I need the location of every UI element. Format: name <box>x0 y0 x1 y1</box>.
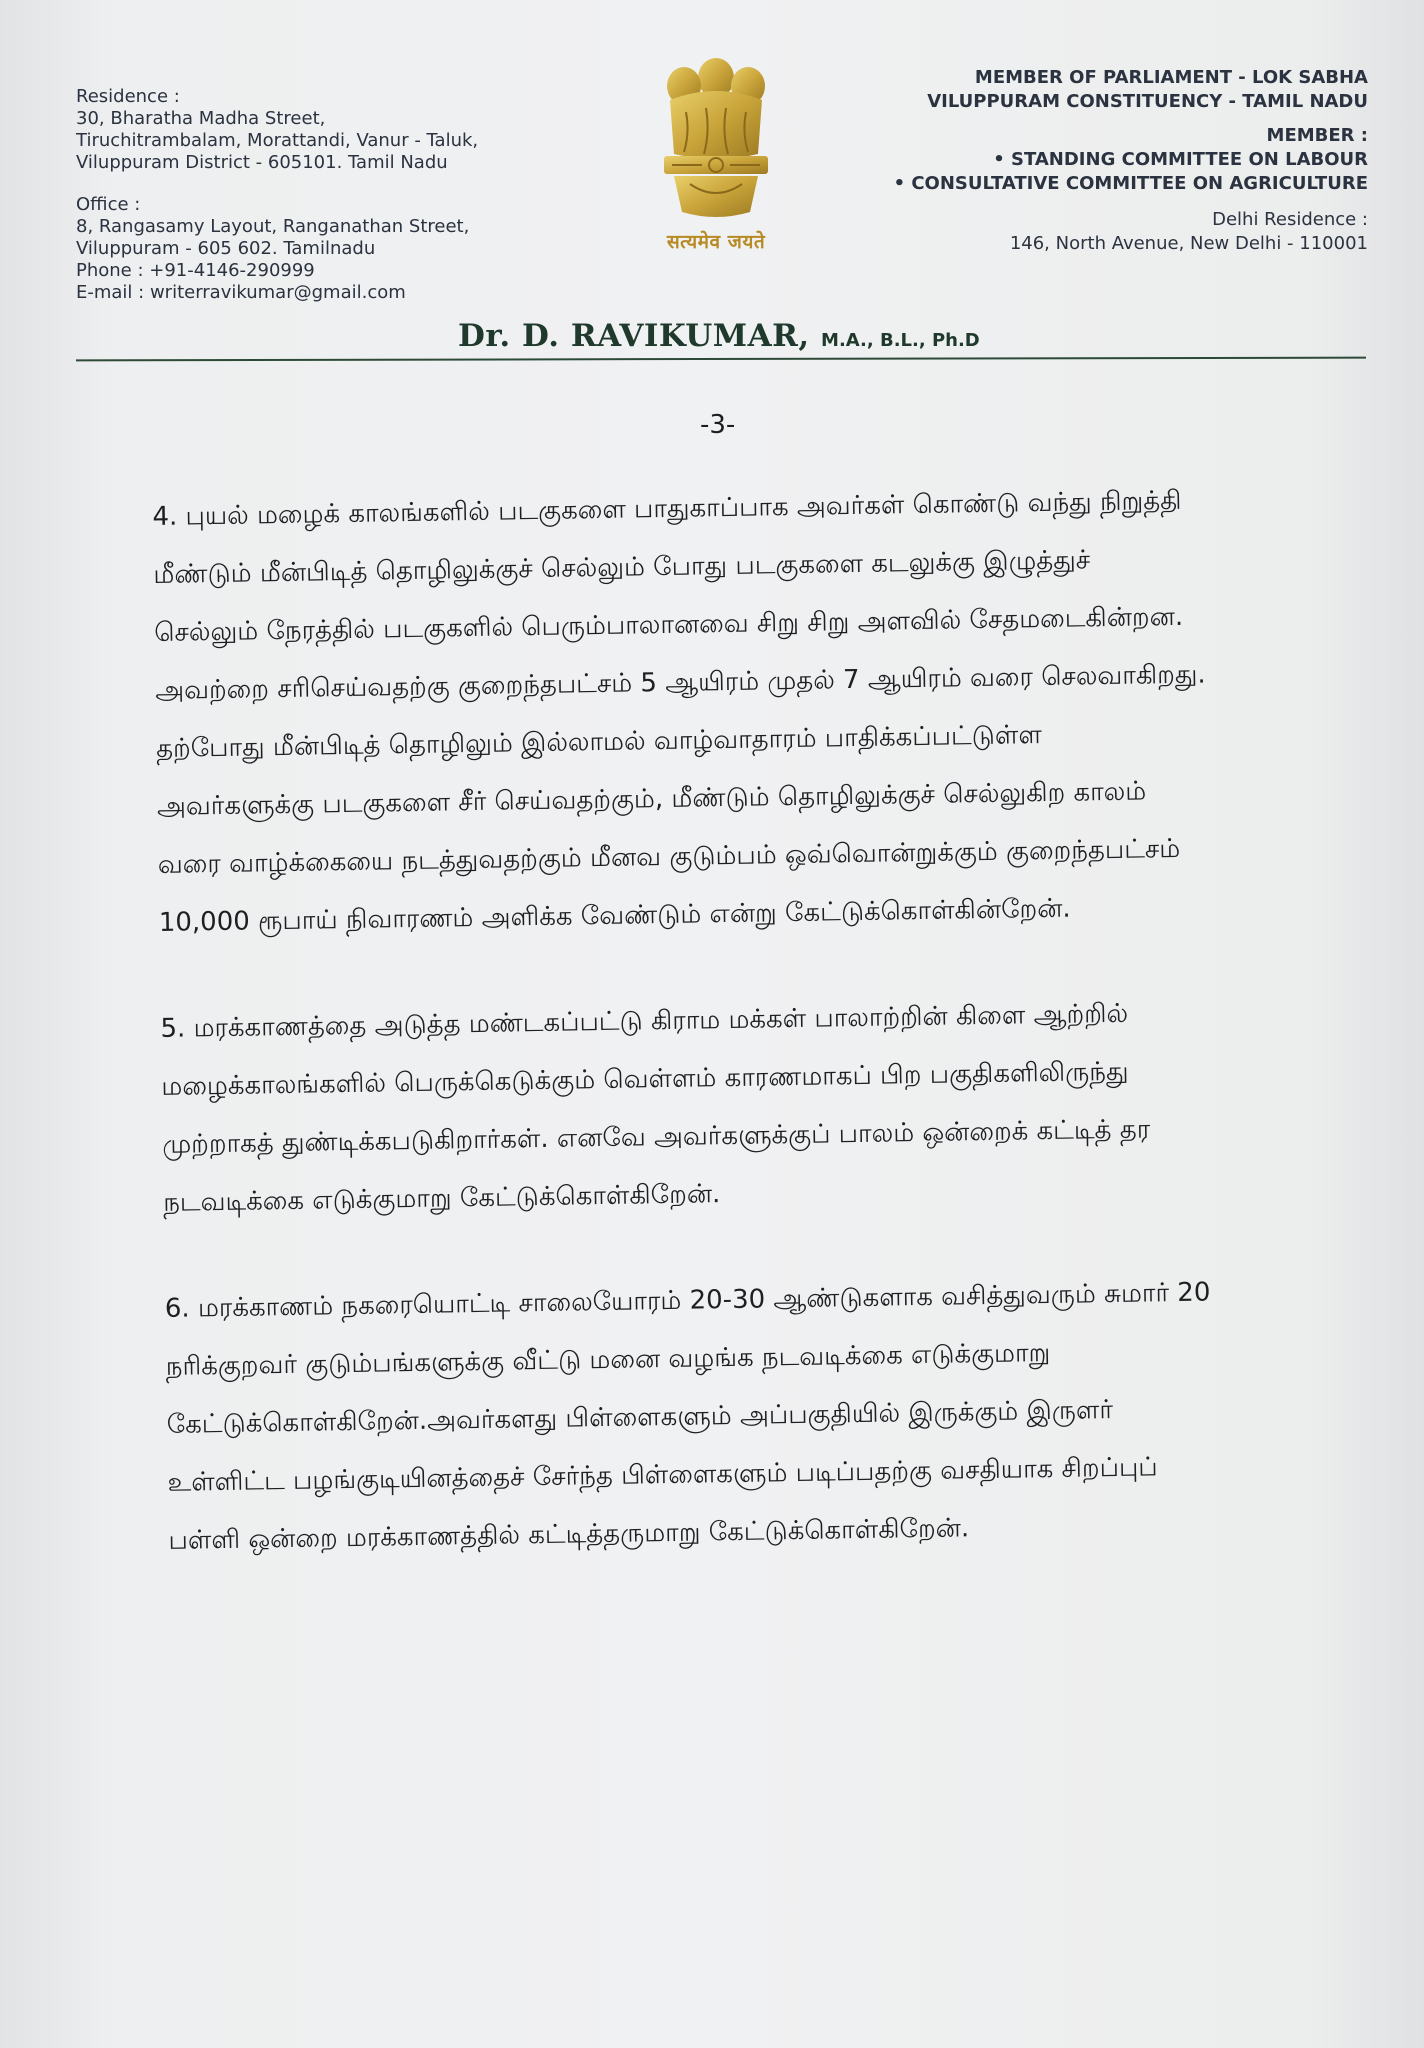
residence-label: Residence : <box>76 86 180 107</box>
designation-line: MEMBER OF PARLIAMENT - LOK SABHA <box>974 67 1368 88</box>
text-line: நரிக்குறவர் குடும்பங்களுக்கு வீட்டு மனை வழங்க நடவடிக்கை எடுக்குமாறு <box>165 1337 1051 1382</box>
residence-line: 30, Bharatha Madha Street, <box>76 108 326 129</box>
text-line: நடவடிக்கை எடுக்குமாறு கேட்டுக்கொள்கிறேன். <box>162 1179 721 1218</box>
text-line: மீண்டும் மீன்பிடித் தொழிலுக்குச் செல்லும் போது படகுகளை கடலுக்கு இழுத்துச் <box>153 545 1091 590</box>
emblem-motto: सत्यमेव जयते <box>666 231 766 253</box>
letterhead-divider <box>76 357 1366 362</box>
letter-body <box>152 469 1350 1617</box>
paragraph-4 <box>152 469 1339 951</box>
residence-line: Viluppuram District - 605101. Tamil Nadu <box>76 152 448 173</box>
email-line: E-mail : writerravikumar@gmail.com <box>76 282 406 303</box>
member-label: MEMBER : <box>1266 125 1368 146</box>
delhi-residence-label: Delhi Residence : <box>1212 209 1368 230</box>
text-line: செல்லும் நேரத்தில் படகுகளில் பெரும்பாலானவை சிறு சிறு அளவில் சேதமடைகின்றன. <box>154 601 1184 648</box>
office-label: Office : <box>76 194 141 215</box>
text-line: அவற்றை சரிசெய்வதற்கு குறைந்தபட்சம் 5 ஆயிரம் முதல் 7 ஆயிரம் வரை செலவாகிறது. <box>154 659 1206 706</box>
phone-line: Phone : +91-4146-290999 <box>76 260 315 281</box>
text-line: 4. புயல் மழைக் காலங்களில் படகுகளை பாதுகாப்பாக அவர்கள் கொண்டு வந்து நிறுத்தி <box>152 485 1182 532</box>
address-gap <box>76 174 478 194</box>
letterhead-left-address <box>76 86 478 304</box>
letterhead-right-designation <box>894 66 1368 256</box>
delhi-residence-address: 146, North Avenue, New Delhi - 110001 <box>1009 233 1368 254</box>
constituency-line: VILUPPURAM CONSTITUENCY - TAMIL NADU <box>927 91 1368 112</box>
text-line: அவர்களுக்கு படகுகளை சீர் செய்வதற்கும், மீண்டும் தொழிலுக்குச் செல்லுகிற காலம் <box>156 776 1147 822</box>
text-line: மழைக்காலங்களில் பெருக்கெடுக்கும் வெள்ளம் காரணமாகப் பிற பகுதிகளிலிருந்து <box>161 1056 1129 1102</box>
text-line: பள்ளி ஒன்றை மரக்காணத்தில் கட்டித்தருமாறு கேட்டுக்கொள்கிறேன். <box>168 1513 970 1556</box>
residence-line: Tiruchitrambalam, Morattandi, Vanur - Taluk, <box>76 130 479 151</box>
national-emblem <box>650 52 782 267</box>
text-line: உள்ளிட்ட பழங்குடியினத்தைச் சேர்ந்த பிள்ளைகளும் படிப்பதற்கு வசதியாக சிறப்புப் <box>167 1452 1158 1498</box>
lion-capital-icon <box>650 52 782 227</box>
office-line: Viluppuram - 605 602. Tamilnadu <box>76 238 376 259</box>
text-line: தற்போது மீன்பிடித் தொழிலும் இல்லாமல் வாழ்வாதாரம் பாதிக்கப்பட்டுள்ள <box>155 720 1043 764</box>
office-line: 8, Rangasamy Layout, Ranganathan Street, <box>76 216 470 237</box>
text-line: 10,000 ரூபாய் நிவாரணம் அளிக்க வேண்டும் என்று கேட்டுக்கொள்கின்றேன். <box>158 893 1071 938</box>
paragraph-6 <box>164 1261 1348 1569</box>
text-line: 5. மரக்காணத்தை அடுத்த மண்டகப்பட்டு கிராம மக்கள் பாலாற்றின் கிளை ஆற்றில் <box>160 998 1129 1044</box>
text-line: முற்றாகத் துண்டிக்கபடுகிறார்கள். எனவே அவர்களுக்குப் பாலம் ஒன்றைக் கட்டித் தர <box>162 1114 1151 1160</box>
page-number: -3- <box>700 410 736 440</box>
text-line: 6. மரக்காணம் நகரையொட்டி சாலையோரம் 20-30 ஆண்டுகளாக வசித்துவரும் சுமார் 20 <box>164 1277 1211 1324</box>
text-line: வரை வாழ்க்கையை நடத்துவதற்கும் மீனவ குடும்பம் ஒவ்வொன்றுக்கும் குறைந்தபட்சம் <box>157 833 1181 880</box>
sender-degrees: M.A., B.L., Ph.D <box>821 330 980 351</box>
sender-name-text: Dr. D. RAVIKUMAR, <box>458 318 810 354</box>
paragraph-5 <box>160 981 1343 1232</box>
sender-name <box>458 318 980 354</box>
text-line: கேட்டுக்கொள்கிறேன்.அவர்களது பிள்ளைகளும் அப்பகுதியில் இருக்கும் இருளர் <box>166 1395 1114 1440</box>
committee-item: • STANDING COMMITTEE ON LABOUR <box>993 149 1368 170</box>
committee-item: • CONSULTATIVE COMMITTEE ON AGRICULTURE <box>893 173 1368 194</box>
